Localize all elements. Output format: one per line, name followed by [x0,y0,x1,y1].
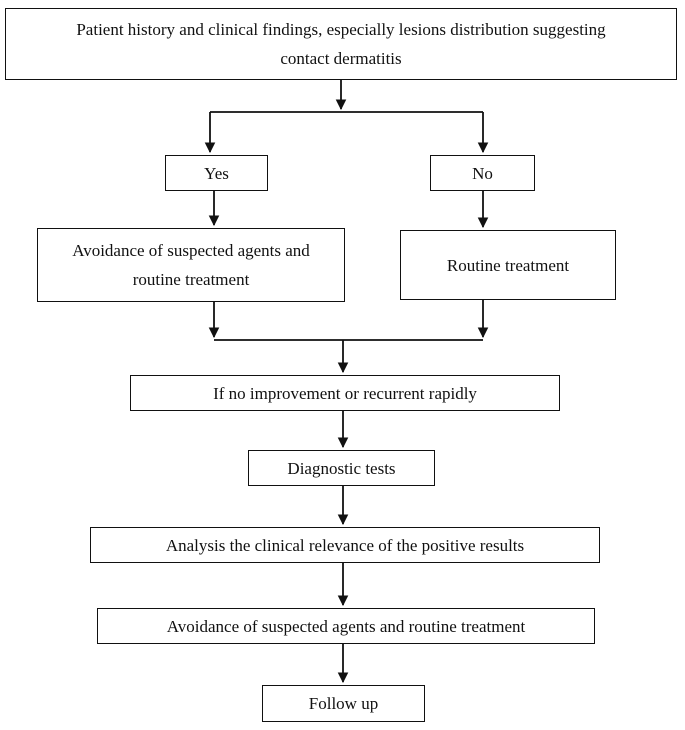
node-avoidance-and-routine-line2: routine treatment [132,270,250,289]
node-avoidance-final [97,608,595,644]
node-routine-treatment [400,230,616,300]
node-no [430,155,535,191]
node-diagnostic-tests [248,450,435,486]
node-no-improvement [130,375,560,411]
node-patient-history-line2: contact dermatitis [280,49,402,68]
node-avoidance-final-label: Avoidance of suspected agents and routine treatment [166,616,526,636]
node-follow-up [262,685,425,722]
node-avoidance-and-routine-line1: Avoidance of suspected agents and [72,241,310,260]
node-analysis-positive-results [90,527,600,563]
node-routine-treatment-label: Routine treatment [446,255,570,275]
node-avoidance-and-routine [37,228,345,302]
node-diagnostic-tests-label: Diagnostic tests [287,458,396,478]
node-follow-up-label: Follow up [308,694,379,713]
node-yes-label: Yes [204,163,229,183]
node-yes [165,155,268,191]
node-patient-history-line1: Patient history and clinical findings, especially lesions distribution suggesting [76,20,606,39]
node-no-improvement-label: If no improvement or recurrent rapidly [213,383,477,403]
node-no-label: No [472,163,493,183]
node-analysis-positive-results-label: Analysis the clinical relevance of the positive results [165,535,525,555]
node-patient-history [5,8,677,80]
